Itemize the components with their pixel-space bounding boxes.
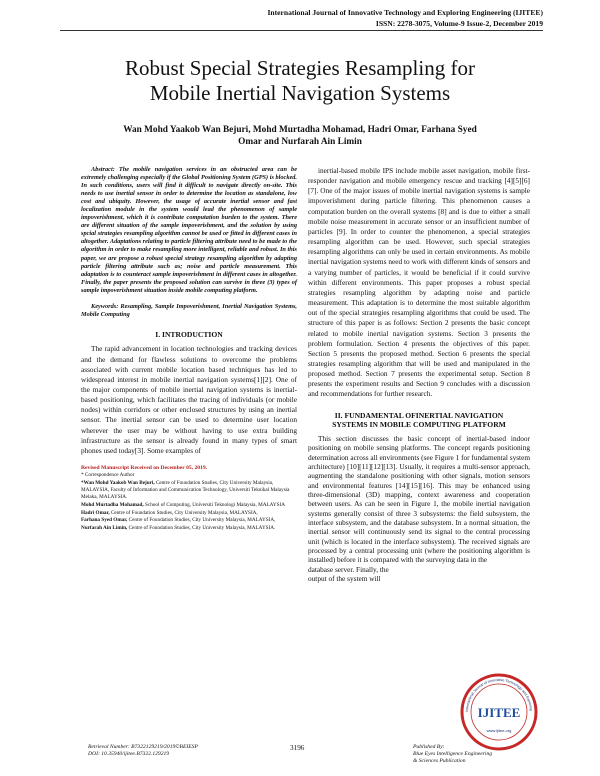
- affiliation-2-name: Mohd Murtadha Mohamad,: [81, 501, 144, 508]
- affiliation-1-name: *Wan Mohd Yaakob Wan Bejuri,: [81, 479, 155, 486]
- affiliation-4-text: Centre of Foundation Studies, City University Malaysia, MALAYSIA,: [127, 517, 276, 524]
- publisher-info: [413, 744, 492, 765]
- affiliation-3: [81, 510, 297, 517]
- keywords-text: Resampling, Sample Impoverishment, Inertial Navigation Systems, Mobile Computing: [81, 302, 297, 318]
- seal-site: www.ijitee.org: [486, 728, 512, 733]
- affiliation-4: [81, 517, 297, 524]
- intro-heading: I. INTRODUCTION: [155, 330, 223, 340]
- affiliation-3-text: Centre of Foundation Studies, City University Malaysia, MALAYSIA,: [109, 509, 258, 516]
- published-by: Published By:: [413, 744, 445, 750]
- revised-note: Revised Manuscript Received on December 05, 2019.: [81, 465, 208, 472]
- seal-ring-text: International Journal of Innovative Technology and Exploring: [464, 677, 533, 713]
- authors-line-2: Omar and Nurfarah Ain Limin: [238, 137, 362, 148]
- issn-line: ISSN: 2278-3075, Volume-9 Issue-2, December 2019: [375, 18, 543, 28]
- affiliation-1: [81, 480, 297, 501]
- abstract-text: The mobile navigation services in an obstructed area can be extremely challenging especially if the Global Positioning System (GPS) is blocked. In such conditions, users will find it difficult to navigate directly on-site. This needs to use inertial sensor in order to determine the location as standalone, low cost and ubiquity. However, the usage of accurate inertial sensor and fast localization module in the system would lead the phenomenon of sample impoverishment, which it is contribute computation burden to the system. There are different situation of the sample impoverishment, and the solution by using spcial strategies resampling algorithm cannot be used or fitted in different cases in altogether. Adaptations relating to particle filtering attribute need to be made to the algorithm in order to make resampling more intelligent, reliable and robust. In this paper, we are propose a robust special strategy resampling algorithm by adapting particle filtering attribute such as; noise and particle measurement. This adaptation is to counteract sample impoverishment in different cases in altogether. Finally, the paper presents the proposed solution can survive in three (3) types of sample impoverishment situation inside mobile computing platform.: [81, 166, 297, 294]
- seal-brand: IJITEE: [477, 705, 521, 720]
- left-column: [81, 166, 297, 532]
- affiliation-5: [81, 525, 297, 532]
- doi: DOI: 10.35940/ijitee.B7322.129219: [88, 751, 170, 757]
- section-2-heading: [308, 411, 530, 429]
- authors-line-1: Wan Mohd Yaakob Wan Bejuri, Mohd Murtadha Mohamad, Hadri Omar, Farhana Syed: [123, 125, 477, 135]
- keywords: [81, 303, 297, 319]
- journal-seal: [458, 672, 540, 752]
- affiliation-2: [81, 502, 297, 509]
- title-line-2: Mobile Inertial Navigation Systems: [149, 81, 451, 105]
- section-2-heading-line-2: SYSTEMS IN MOBILE COMPUTING PLATFORM: [332, 419, 506, 429]
- abstract-label: Abstract:: [91, 166, 115, 173]
- section-2-paragraph: This section discusses the basic concept of inertial-based indoor positioning on mobile sensing platforms. The concept regards positioning determination across all environments (see Figure 1 for fundamental system architecture) [10][11][12][13]. Usually, it requires a multi-sensor approach, augmenting the standalone positioning with other signals, motion sensors and environmental features [14][15][16]. This may be enhanced using three-dimensional (3D) mapping, context awareness and cooperation between users. As can be seen in Figure 1, the mobile inertial navigation systems generally consist of three 3 subsystems: the field subsystem, the interface subsystem, and the database subsystem. In a normal situation, the inertial sensor will continuously send its signal to the central processing unit (which is located in the interface subsystem). The received signals are processed by a central processing unit (where the positioning algorithm is installed) before it is compared with the surveying data in the: [308, 434, 530, 565]
- correspondence-note: * Correspondence Author: [81, 471, 135, 478]
- footer-ids: [88, 744, 198, 758]
- affiliation-5-text: Centre of Foundation Studies, City University Malaysia, MALAYSIA.: [127, 525, 276, 532]
- author-notes: [81, 465, 297, 532]
- title-line-1: Robust Special Strategies Resampling for: [125, 56, 475, 80]
- paper-title: [40, 56, 560, 106]
- section-2-tail-line-2: output of the system will: [308, 574, 381, 584]
- right-column: [308, 166, 530, 584]
- keywords-label: Keywords:: [91, 302, 119, 310]
- affiliation-1-text: Centre of Foundation Studies, City University Malaysia, MALAYSIA, Faculty of Information and Communication Technology, Universiti Teknikal Malaysia Melaka, MALAYSIA.: [81, 479, 290, 500]
- section-2-tail: [308, 565, 438, 584]
- journal-name: International Journal of Innovative Technology and Exploring Engineering (IJITEE): [267, 8, 543, 17]
- author-list: [85, 124, 515, 149]
- affiliation-2-text: School of Computing, Universiti Teknologi Malaysia, MALAYSIA: [143, 501, 285, 508]
- affiliation-4-name: Farhana Syed Omar,: [81, 517, 128, 524]
- intro-paragraph: The rapid advancement in location technologies and tracking devices and the demand for flawless solutions to overcome the problems associated with current mobile location based techniques has led to widespread interest in mobile inertial navigation systems[1][2]. One of the major components of mobile inertial navigation systems is inertial-based positioning, which facilitates the tracing of individuals (or mobile nodes) within corridors or other enclosed structures by using an inertial sensor. The inertial sensor can be used to determine user location wherever the user may be without having to use extra building infrastructure as the sensor is already found in many types of smart phones used today[3]. Some examples of: [81, 344, 297, 455]
- affiliation-5-name: Nurfarah Ain Limin,: [81, 525, 128, 532]
- retrieval-number: Retrieval Number: B7322129219/2019©BEIESP: [88, 744, 198, 750]
- section-2-heading-line-1: II. FUNDAMENTAL OFINERTIAL NAVIGATION: [334, 410, 504, 420]
- publisher-line-2: & Sciences Publication: [413, 758, 466, 764]
- header-rule: [60, 30, 543, 31]
- intro-continued-paragraph: inertial-based mobile IPS include mobile asset navigation, mobile first-responder navigation and mobile emergency rescue and tracking [4][5][6][7]. One of the major issues of mobile inertial navigation systems is sample impoverishment during particle filtering. This phenomenon causes a computation burden on the overall systems [8] and is due to either a small mobile noise measurement in accurate sensor or an insufficient number of particles [9]. In order to counter the phenomenon, a special strategies resampling algorithm can be used. However, such special strategies resampling algorithms can only be used in certain environments. As mobile inertial navigation systems need to work with different kinds of sensors and a varying number of particles, it would be beneficial if it could survive within different environments. This paper proposes a robust special strategies resampling algorithm by adapting noise and particle measurement. This adaptation is to determine the most suitable algorithm out of the special strategies resampling algorithms that could be used. The structure of this paper is as follows: Section 2 presents the basic concept related to mobile inertial navigation systems. Section 3 presents the problem formulation. Section 4 presents the objectives of this paper. Section 5 presents the proposed method. Section 6 presents the special strategies resampling algorithm that will be used and manipulated in the proposed method. Section 7 presents the experimental setup. Section 8 presents the experiment results and Section 9 concludes with a discussion and recommendations for further research.: [308, 166, 530, 399]
- page-number: 3196: [290, 744, 305, 752]
- publisher-line-1: Blue Eyes Intelligence Engineering: [413, 751, 493, 757]
- journal-header: [267, 8, 543, 29]
- abstract: [81, 166, 297, 295]
- affiliation-3-name: Hadri Omar,: [81, 509, 110, 516]
- section-2-tail-line-1: database server. Finally, the: [308, 564, 389, 574]
